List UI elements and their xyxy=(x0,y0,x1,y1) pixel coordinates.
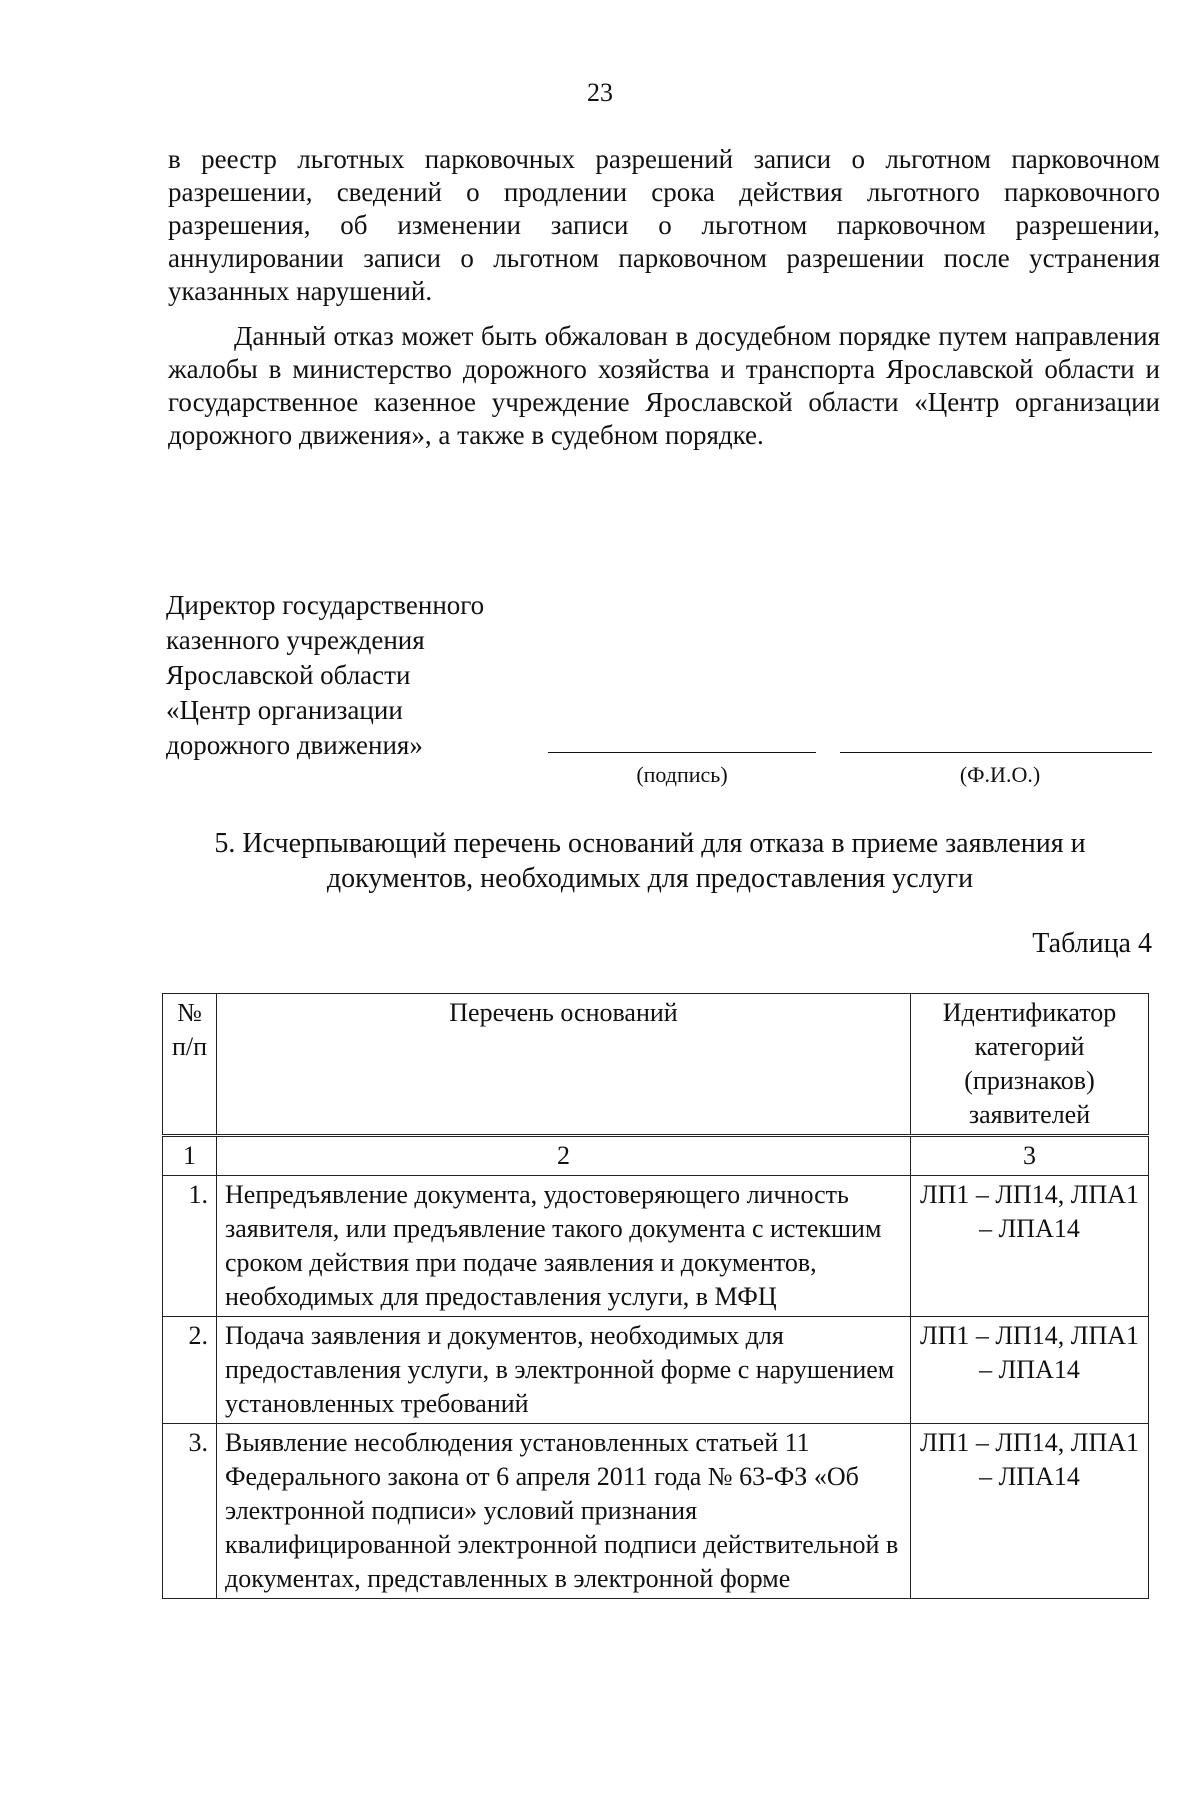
row-ground: Выявление несоблюдения установленных статьей 11 Федерального закона от 6 апреля 2011 года № 63-ФЗ «Об электронной подписи» условий признания квалифицированной электронной подписи действительной в документах, представленных в электронной форме xyxy=(217,1424,911,1599)
header-number: № п/п xyxy=(163,994,217,1136)
row-ground: Непредъявление документа, удостоверяющего личность заявителя, или предъявление такого документа с истекшим сроком действия при подаче заявления и документов, необходимых для предоставления услуги, в МФЦ xyxy=(217,1176,911,1317)
row-ground: Подача заявления и документов, необходимых для предоставления услуги, в электронной форме с нарушением установленных требований xyxy=(217,1317,911,1424)
row-identifier: ЛП1 – ЛП14, ЛПА1 – ЛПА14 xyxy=(911,1424,1149,1599)
row-number: 1. xyxy=(163,1176,217,1317)
table-row xyxy=(163,1424,1149,1599)
section-heading xyxy=(150,826,1150,896)
paragraph-text: в реестр льготных парковочных разрешений записи о льготном парковочном разрешении, сведений о продлении срока действия льготного парковочного разрешения, об изменении записи о льготном парковочном разрешении, аннулировании записи о льготном парковочном разрешении после устранения указанных нарушений. xyxy=(168,144,1160,306)
signatory-title xyxy=(166,588,586,763)
table-caption: Таблица 4 xyxy=(1032,928,1152,959)
row-number: 2. xyxy=(163,1317,217,1424)
table-header-row xyxy=(163,994,1149,1136)
signature-line xyxy=(548,752,816,753)
section-heading-line: документов, необходимых для предоставления услуги xyxy=(326,863,974,894)
row-identifier: ЛП1 – ЛП14, ЛПА1 – ЛПА14 xyxy=(911,1317,1149,1424)
grounds-table xyxy=(162,993,1149,1599)
column-number: 2 xyxy=(217,1136,911,1176)
row-number: 3. xyxy=(163,1424,217,1599)
page-number: 23 xyxy=(587,78,613,107)
row-identifier: ЛП1 – ЛП14, ЛПА1 – ЛПА14 xyxy=(911,1176,1149,1317)
signatory-line: «Центр организации xyxy=(166,695,403,725)
paragraph-appeal xyxy=(168,320,1160,452)
signatory-line: казенного учреждения xyxy=(166,625,425,655)
signatory-line: Ярославской области xyxy=(166,660,411,690)
name-line xyxy=(840,752,1152,753)
paragraph-violations xyxy=(168,143,1160,308)
table-row xyxy=(163,1317,1149,1424)
signature-caption: (подпись) xyxy=(636,762,728,787)
column-number: 1 xyxy=(163,1136,217,1176)
section-heading-line: 5. Исчерпывающий перечень оснований для отказа в приеме заявления и xyxy=(214,828,1086,859)
table-row xyxy=(163,1176,1149,1317)
header-identifier: Идентификатор категорий (признаков) заявителей xyxy=(911,994,1149,1136)
signatory-line: Директор государственного xyxy=(166,590,485,620)
name-caption: (Ф.И.О.) xyxy=(959,762,1041,787)
paragraph-text: Данный отказ может быть обжалован в досудебном порядке путем направления жалобы в министерство дорожного хозяйства и транспорта Ярославской области и государственное казенное учреждение Ярославской области «Центр организации дорожного движения», а также в судебном порядке. xyxy=(168,321,1160,450)
column-number-row xyxy=(163,1136,1149,1176)
header-grounds: Перечень оснований xyxy=(217,994,911,1136)
signatory-line: дорожного движения» xyxy=(166,730,423,760)
column-number: 3 xyxy=(911,1136,1149,1176)
